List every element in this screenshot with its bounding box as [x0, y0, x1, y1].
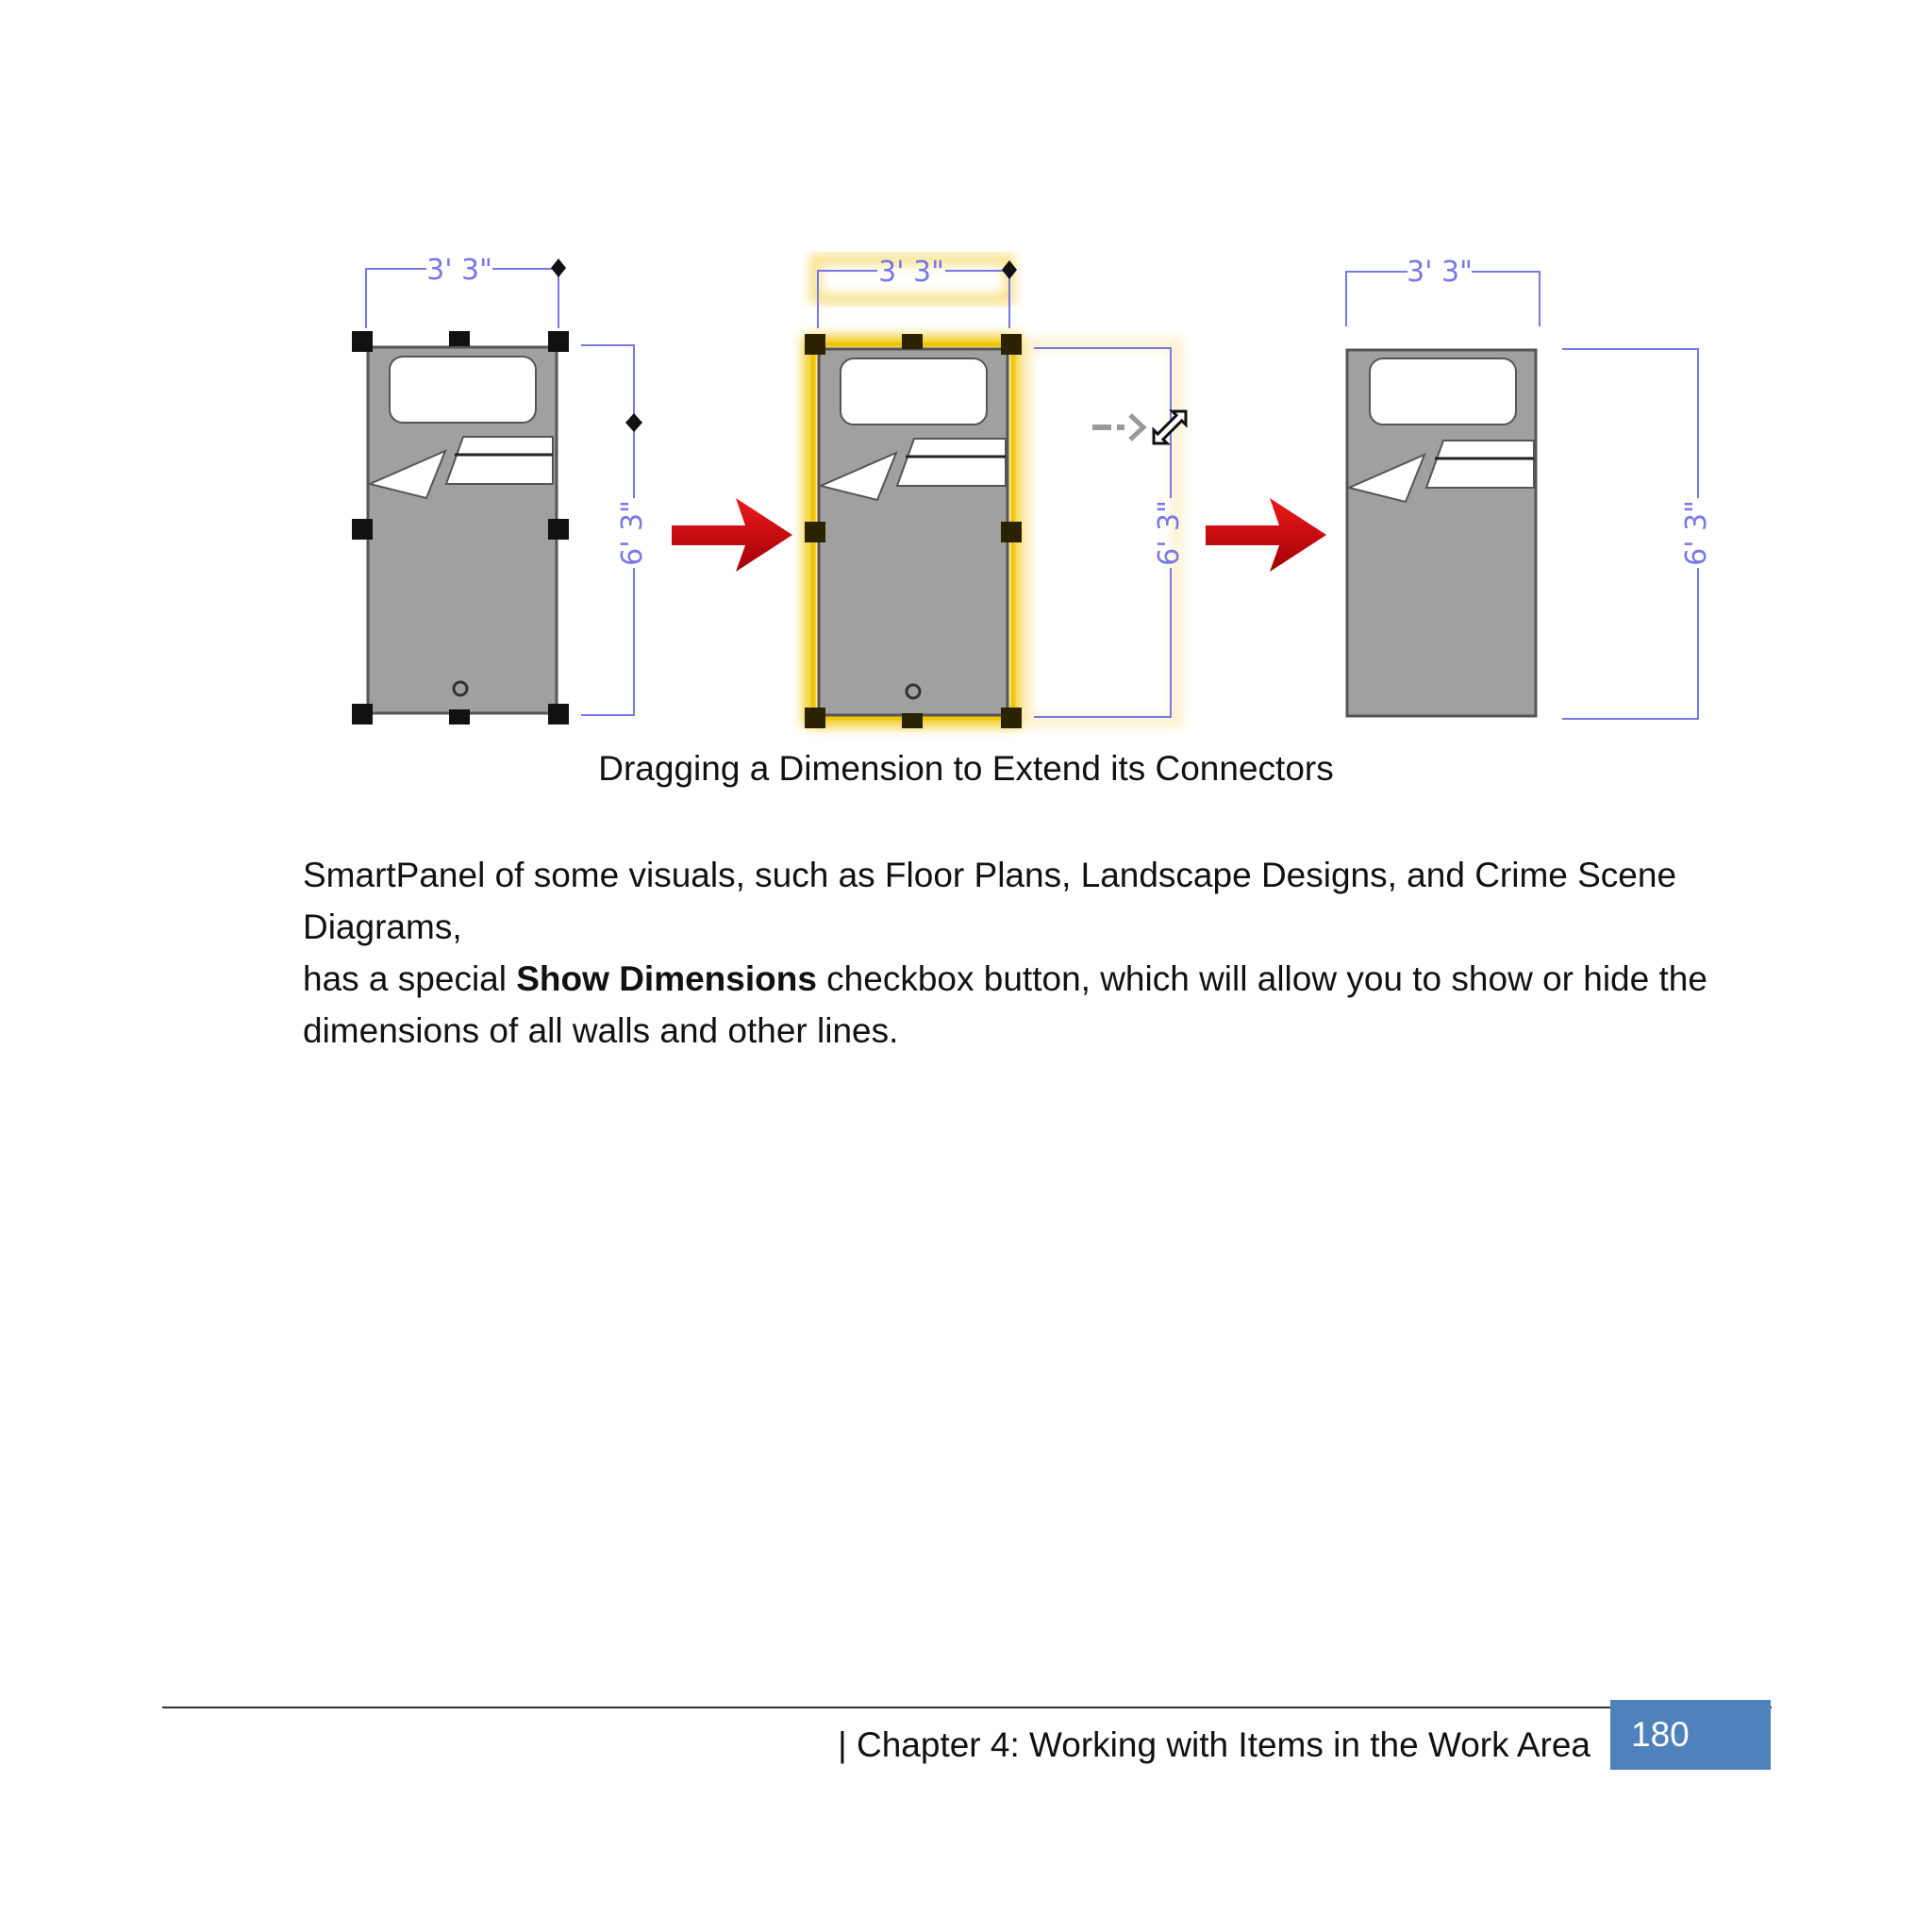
blanket [446, 437, 553, 484]
footer-chapter-title: | Chapter 4: Working with Items in the Work Area [838, 1725, 1591, 1764]
dimension-handle[interactable] [625, 413, 642, 432]
body-line-3: dimensions of all walls and other lines. [303, 1011, 899, 1050]
bed-panel-1 [352, 254, 649, 724]
body-line-2-start: has a special [303, 959, 517, 998]
bed-panel-3 [1346, 256, 1713, 719]
dimension-handle[interactable] [551, 258, 566, 277]
body-paragraph [303, 849, 1774, 1057]
body-line-2-end: checkbox button, which will allow you to show or hide the [816, 959, 1707, 998]
arrow-right-icon [672, 498, 792, 572]
width-label: 3' 3" [1407, 256, 1473, 289]
bed-dimension-figure [0, 0, 1932, 755]
length-label: 6' 3" [1680, 500, 1713, 566]
pillow [1370, 358, 1516, 425]
figure-caption: Dragging a Dimension to Extend its Connectors [598, 749, 1334, 788]
footer-divider [162, 1707, 1772, 1708]
length-dimension [1562, 349, 1698, 719]
blanket [897, 439, 1006, 486]
arrow-right-icon [1206, 498, 1326, 572]
width-label: 3' 3" [878, 256, 944, 289]
show-dimensions-term: Show Dimensions [516, 959, 817, 998]
body-line-1: SmartPanel of some visuals, such as Floor Plans, Landscape Designs, and Crime Scene Diagrams, [303, 856, 1677, 946]
length-dimension [1034, 348, 1171, 717]
width-label: 3' 3" [426, 254, 492, 287]
pillow [841, 358, 987, 425]
pillow [390, 357, 536, 423]
bed-panel-2 [805, 256, 1192, 728]
page-number-badge: 180 [1610, 1700, 1771, 1770]
length-label: 6' 3" [1153, 500, 1186, 566]
drag-direction-icon [1092, 415, 1143, 440]
length-label: 6' 3" [616, 500, 649, 566]
blanket [1426, 441, 1534, 488]
